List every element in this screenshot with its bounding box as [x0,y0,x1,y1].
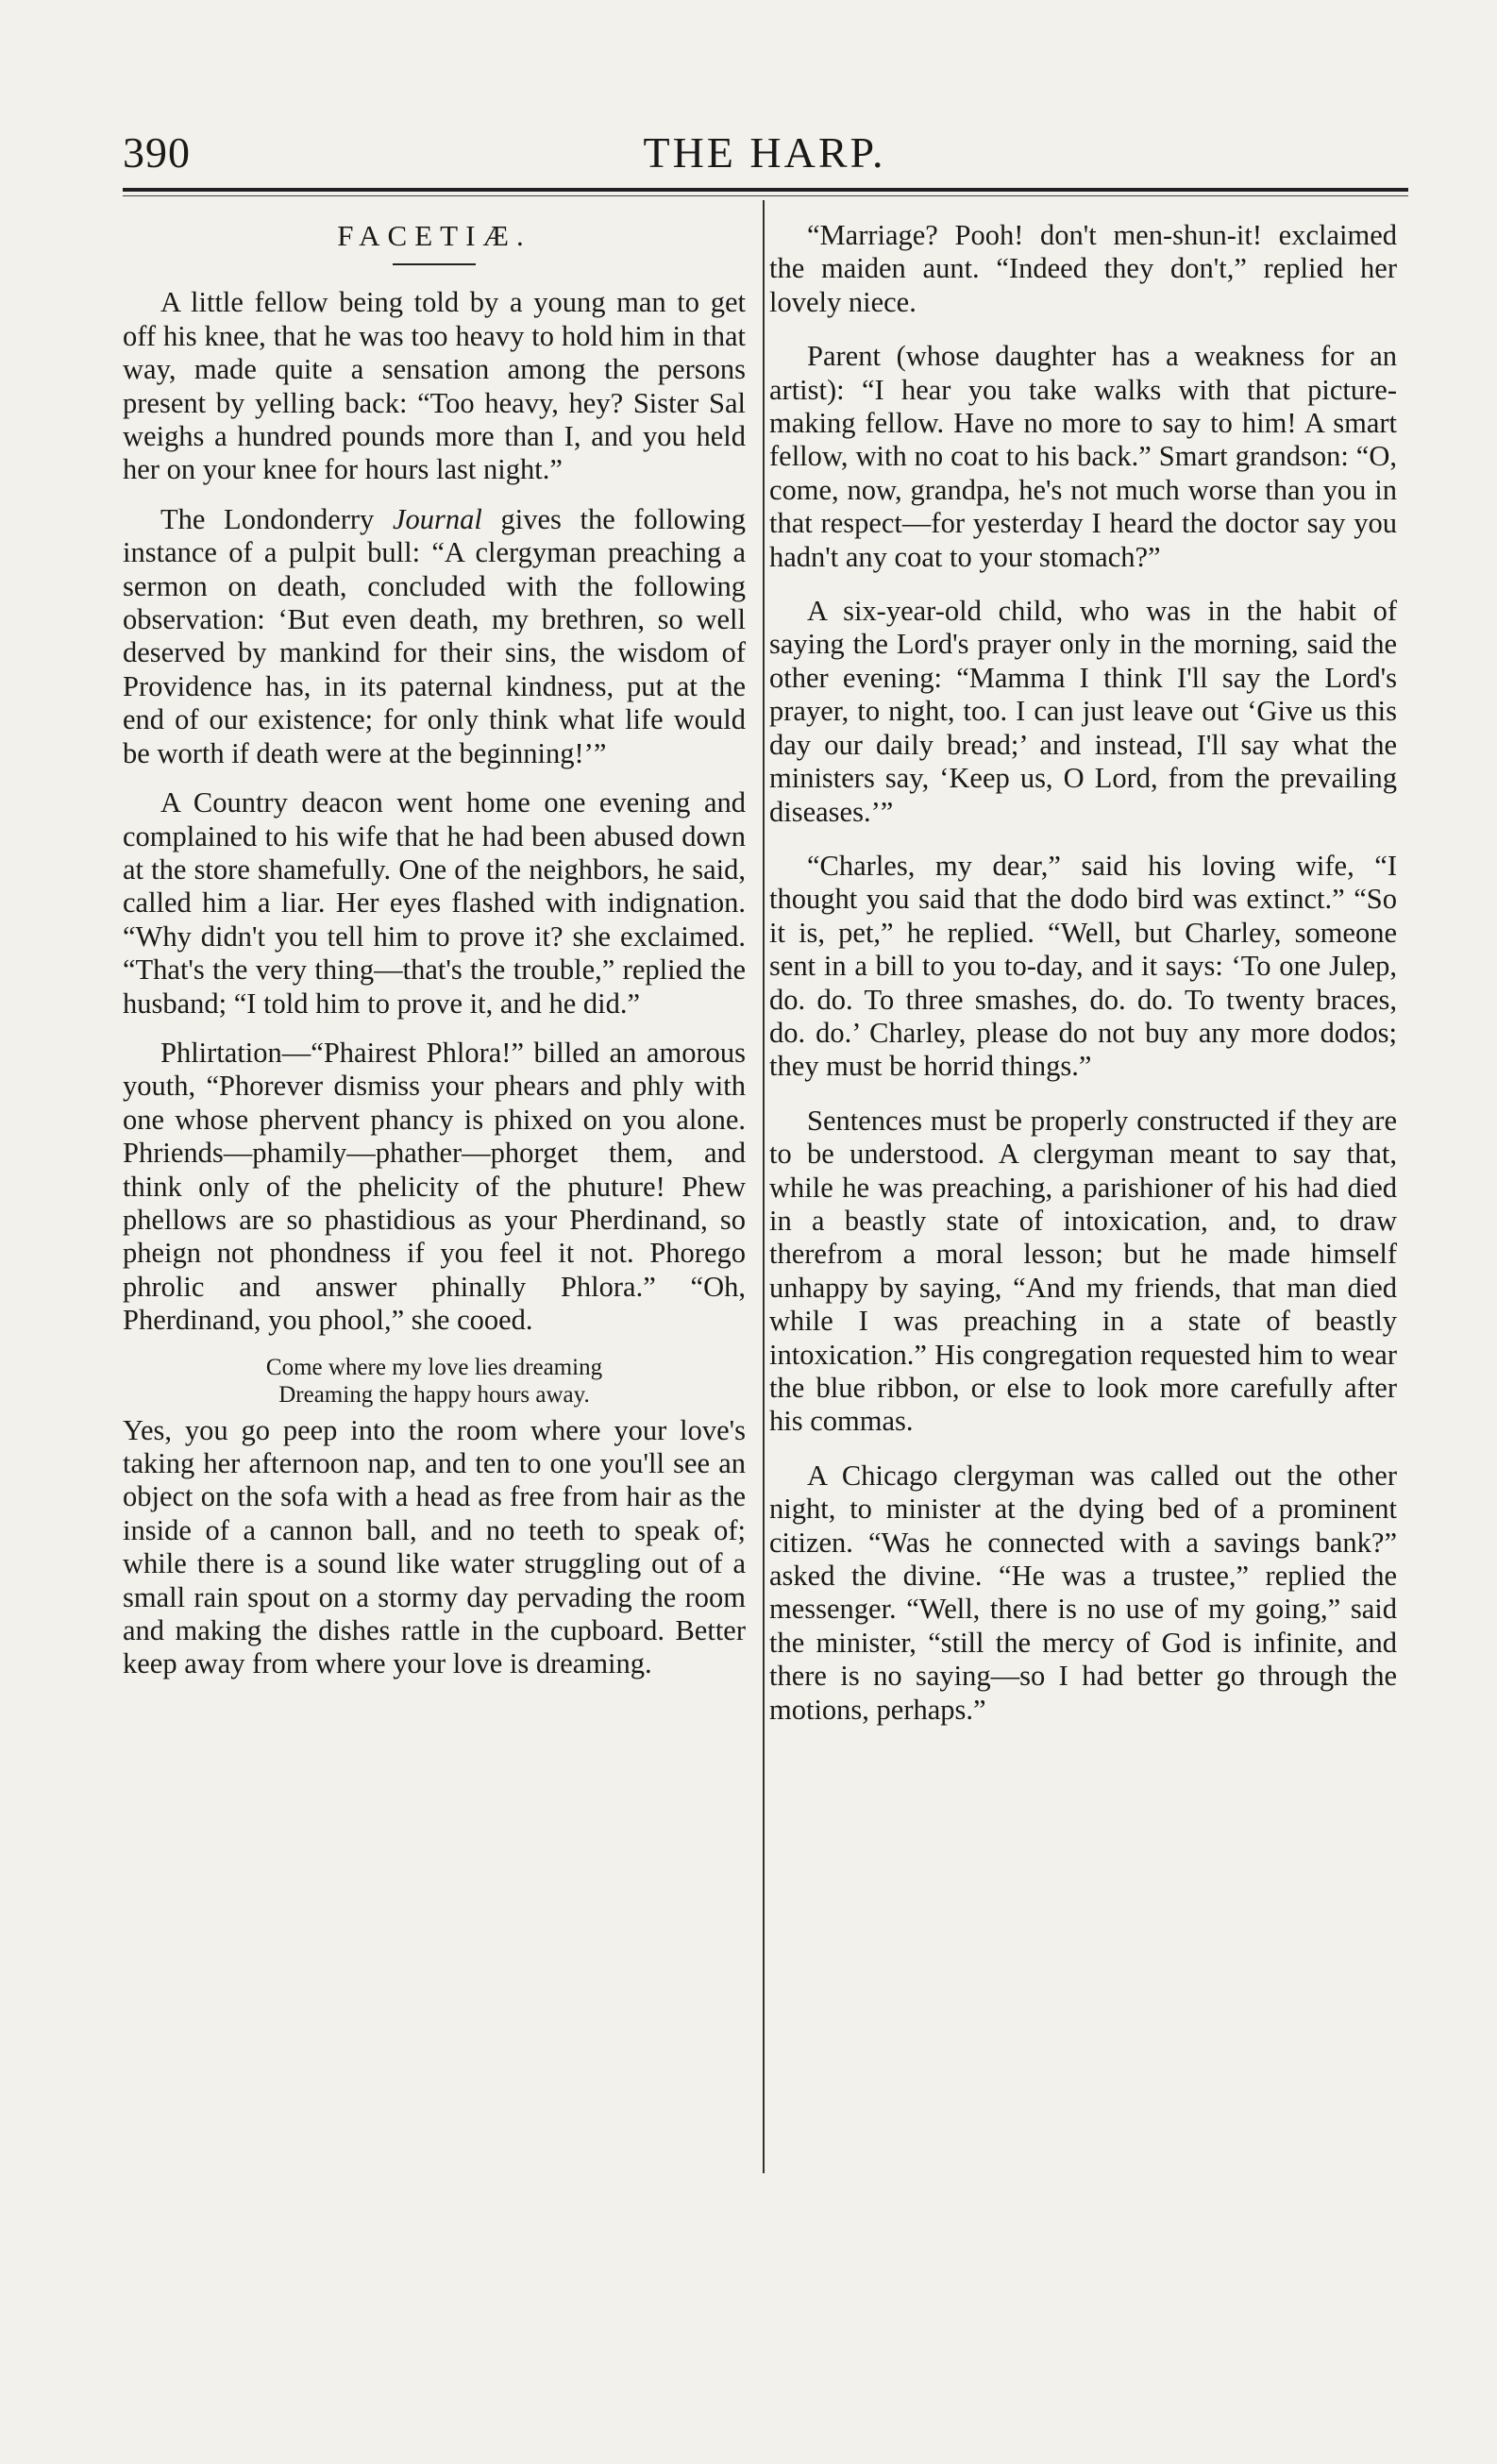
paragraph-parent-artist: Parent (whose daughter has a weakness for an artist): “I hear you take walks with that picture-making fellow. Have no more to say to him! A smart fellow, with no coat to his back.” Smart grandson: “O, come, now, grandpa, he's not much worse than you in that respect—for yesterday I heard the doctor say you hadn't any coat to your stomach?” [769,340,1397,573]
paragraph-marriage: “Marriage? Pooh! don't men-shun-it! exclaimed the maiden aunt. “Indeed they don't,” replied her lovely niece. [769,219,1397,318]
paragraph-chicago-clergyman: A Chicago clergyman was called out the other night, to minister at the dying bed of a prominent citizen. “Was he connected with a savings bank?” asked the divine. “He was a trustee,” replied the messenger. “Well, there is no use of my going,” said the minister, “still the mercy of God is infinite, and there is no saying—so I had better go through the motions, perhaps.” [769,1459,1397,1726]
paragraph-little-fellow: A little fellow being told by a young man to get off his knee, that he was too heavy to hold him in that way, made quite a sensation among the persons present by yelling back: “Too heavy, hey? Sister Sal weighs a hundred pounds more than I, and you held her on your knee for hours last night.” [123,286,746,486]
paragraph-pulpit-bull-start: The Londonderry [160,502,393,535]
verse-line-1: Come where my love lies dreaming [265,1354,603,1380]
running-title: THE HARP. [643,128,886,177]
paragraph-sentences: Sentences must be properly constructed if they are to be understood. A clergyman meant to say that, while he was preaching, a parishioner of his had died in a beastly state of intoxication, and, to draw therefrom a moral lesson; but he made himself unhappy by saying, “And my friends, that man died while I was preaching in a state of beastly intoxication.” His congregation requested him to wear the blue ribbon, or else to look more carefully after his commas. [769,1104,1397,1438]
verse-line-2: Dreaming the happy hours away. [278,1381,590,1408]
page-header [123,127,1406,184]
paragraph-pulpit-bull-rest: gives the following instance of a pulpit bull: “A clergyman preaching a sermon on death, concluded with the following observation: ‘But even death, my brethren, so well deserved by mankind for their sins, the wisdom of Providence has, in its paternal kindness, put at the end of our existence; for only think what life would be worth if death were at the beginning!’” [123,502,746,769]
title-rule [393,263,476,265]
column-divider [763,200,765,2173]
section-title: FACETIÆ. [337,219,531,252]
paragraph-pulpit-bull [123,503,746,770]
paragraph-phlirtation: Phlirtation—“Phairest Phlora!” billed an amorous youth, “Phorever dismiss your phears and phly with one whose phervent phancy is phixed on you alone. Phriends—phamily—phather—phorget them, and think only of the phelicity of the phuture! Phew phellows are so phastidious as your Pherdinand, so pheign not phondness if you feel it not. Phorego phrolic and answer phinally Phlora.” “Oh, Pherdinand, you phool,” she cooed. [123,1036,746,1337]
header-rule-thin [123,195,1408,196]
paragraph-lords-prayer: A six-year-old child, who was in the habit of saying the Lord's prayer only in the morning, said the other evening: “Mamma I think I'll say the Lord's prayer, to night, too. I can just leave out ‘Give us this day our daily bread;’ and instead, I'll say what the ministers say, ‘Keep us, O Lord, from the prevailing diseases.’” [769,595,1397,828]
journal-title: Journal [392,502,482,535]
page-number: 390 [123,128,191,177]
verse-quote [123,1354,746,1409]
paragraph-dodo-bird: “Charles, my dear,” said his loving wife, “I thought you said that the dodo bird was extinct.” “So it is, pet,” he replied. “Well, but Charley, someone sent in a bill to you to-day, and it says: ‘To one Julep, do. do. To three smashes, do. do. To twenty braces, do. do.’ Charley, please do not buy any more dodos; they must be horrid things.” [769,849,1397,1083]
header-rule-thick [123,188,1408,192]
paragraph-love-dreaming: Yes, you go peep into the room where your love's taking her afternoon nap, and ten to one you'll see an object on the sofa with a head as free from hair as the inside of a cannon ball, and no teeth to speak of; while there is a sound like water struggling out of a small rain spout on a stormy day pervading the room and making the dishes rattle in the cupboard. Better keep away from where your love is dreaming. [123,1413,746,1680]
paragraph-country-deacon: A Country deacon went home one evening and complained to his wife that he had been abused down at the store shamefully. One of the neighbors, he said, called him a liar. Her eyes flashed with indignation. “Why didn't you tell him to prove it? she exclaimed. “That's the very thing—that's the trouble,” replied the husband; “I told him to prove it, and he did.” [123,786,746,1020]
left-column [123,219,746,1697]
right-column [769,219,1397,1747]
